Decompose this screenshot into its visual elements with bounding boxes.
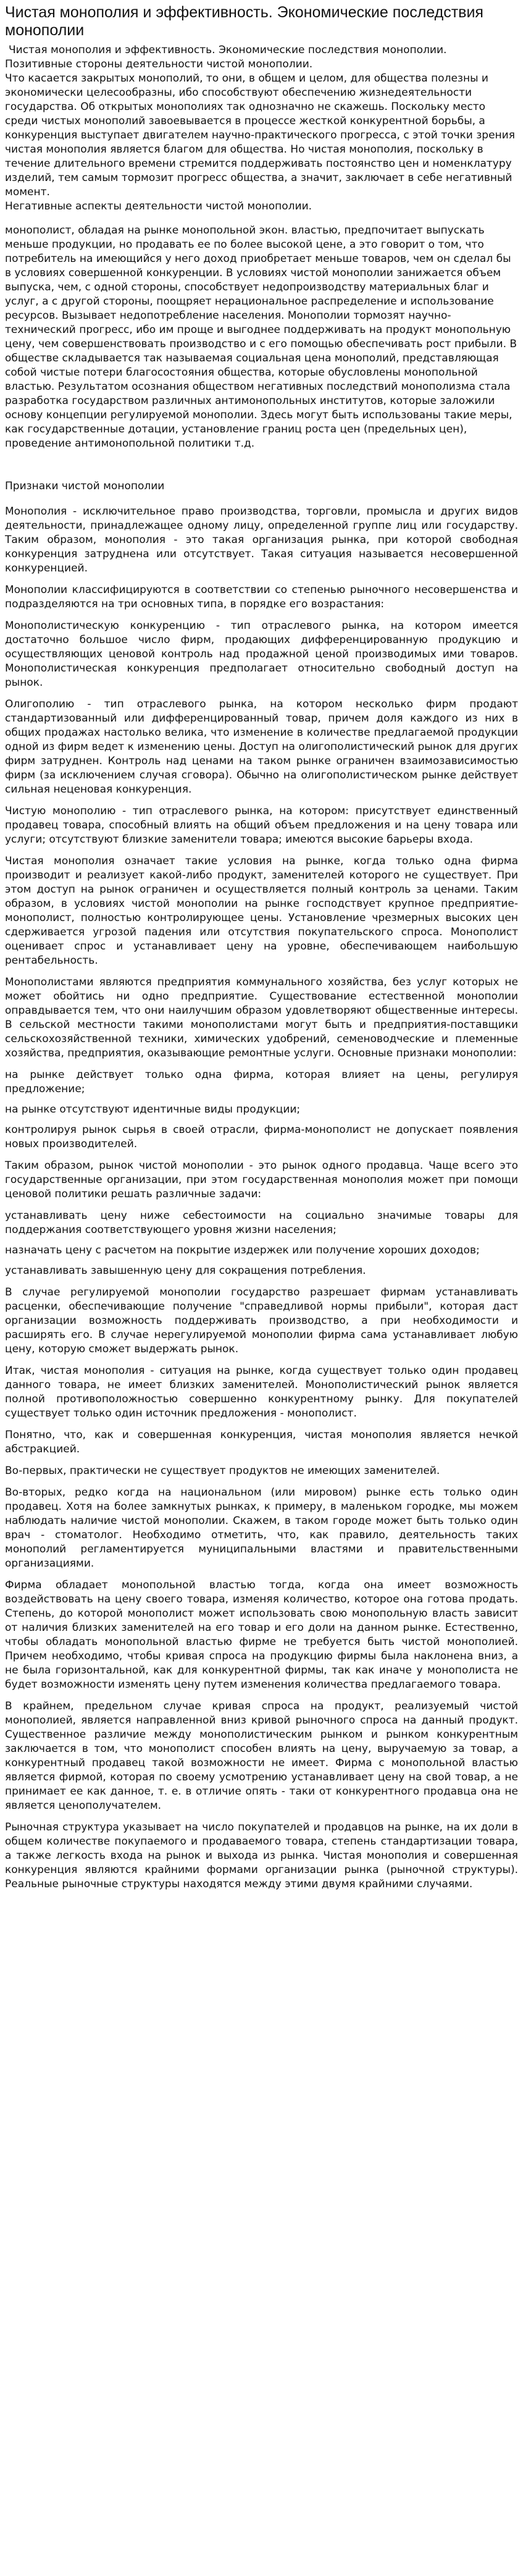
article-title: Чистая монополия и эффективность. Экономические последствия монополии xyxy=(5,4,483,39)
main-paragraph: монополист, обладая на рынке монопольной экон. властью, предпочитает выпускать меньше продукции, но продавать ее по более высокой цене, а это говорит о том, что потребитель на имеющийся у него доход приобретает меньше товаров, чем он сделал бы в условиях совершенной конкуренции. В условиях чистой монополии занижается объем выпуска, чем, с одной стороны, способствует недопроизводству материальных благ и услуг, а с другой стороны, поощряет нерациональное распределение и использование ресурсов. Вызывает недопотребление населения. Монополии тормозят научно-технический прогресс, ибо им проще и выгоднее поддерживать на продукт монопольную цену, чем совершенствовать производство и с его помощью обеспечивать рост прибыли. В обществе складывается так называемая социальная цена монополий, представляющая собой чистые потери благосостояния общества, которые обусловлены монопольной властью. Результатом осознания обществом негативных последствий монополизма стала разработка государством различных антимонопольных институтов, которые заложили основу концепции регулируемой монополии. Здесь могут быть использованы такие меры, как государственные дотации, установление границ роста цен (предельных цен), проведение антимонопольной политики т.д. xyxy=(5,224,517,450)
paragraph: Монополии классифицируются в соответствии со степенью рыночного несовершенства и подразделяются на три основных типа, в порядке его возрастания: xyxy=(5,584,518,610)
paragraph: В крайнем, предельном случае кривая спроса на продукт, реализуемый чистой монополией, является направленной вниз кривой рыночного спроса на данный продукт. Существенное различие между монополистическим рынком и рынком конкурентным заключается в том, что монополист способен влиять на цену, выручаемую за товар, а конкурентный продавец такой возможности не имеет. Фирма с монопольной властью является фирмой, которая по своему усмотрению устанавливает цену на свой товар, а не принимает ее как данное, т. е. в отличие опять - таки от конкурентного продавца она не является ценополучателем. xyxy=(5,1700,518,1812)
paragraph: Чистую монополию - тип отраслевого рынка, на котором: присутствует единственный продавец товара, способный влиять на общий объем предложения и на цену товара или услуги; отсутствуют близкие заменители товара; имеются высокие барьеры входа. xyxy=(5,805,518,846)
paragraph: Рыночная структура указывает на число покупателей и продавцов на рынке, на их доли в общем количестве покупаемого и продаваемого товара, степень стандартизации товара, а также легкость входа на рынок и выхода из рынка. Чистая монополия и совершенная конкуренция являются крайними формами организации рынка (рыночной структуры). Реальные рыночные структуры находятся между этими двумя крайними случаями. xyxy=(5,1821,518,1890)
intro-line: Чистая монополия и эффективность. Экономические последствия монополии. xyxy=(9,44,447,56)
paragraph: Олигополию - тип отраслевого рынка, на котором несколько фирм продают стандартизованный или дифференцированный товар, причем доля каждого из них в общих продажах настолько велика, что изменение в количестве предлагаемой продукции одной из фирм ведет к изменению цены. Доступ на олигополистический рынок для других фирм затруднен. Контроль над ценами на таком рынке ограничен взаимозависимостью фирм (за исключением случая сговора). Обычно на олигополистическом рынке действует сильная неценовая конкуренция. xyxy=(5,698,518,796)
paragraph: Монополистами являются предприятия коммунального хозяйства, без услуг которых не может обойтись ни одно предприятие. Существование естественной монополии оправдывается тем, что они наилучшим образом удовлетворяют общественные интересы. В сельской местности такими монополистами могут быть и предприятия-поставщики сельскохозяйственной техники, химических удобрений, семеноводческие и племенные хозяйства, предприятия, оказывающие ремонтные услуги. Основные признаки монополии: xyxy=(5,976,518,1059)
section-heading: Признаки чистой монополии xyxy=(5,480,165,492)
list-item: контролируя рынок сырья в своей отрасли, фирма-монополист не допускает появления новых производителей. xyxy=(5,1124,518,1150)
list-item: устанавливать цену ниже себестоимости на социально значимые товары для поддержания соответствующего уровня жизни населения; xyxy=(5,1210,518,1236)
paragraph: В случае регулируемой монополии государство разрешает фирмам устанавливать расценки, обеспечивающие получение "справедливой нормы прибыли", которая даст организации возможность поддерживать производство, а при необходимости и расширять его. В случае нерегулируемой монополии фирма сама устанавливает любую цену, которую сможет выдержать рынок. xyxy=(5,1286,518,1355)
intro-line: Негативные аспекты деятельности чистой монополии. xyxy=(5,200,312,213)
paragraph: Фирма обладает монопольной властью тогда, когда она имеет возможность воздействовать на цену своего товара, изменяя количество, которое она готова продать. Степень, до которой монополист может использовать свою монопольную власть зависит от наличия близких заменителей на его товар и его доли на данном рынке. Естественно, чтобы обладать монопольной властью фирме не требуется быть чистой монополией. Причем необходимо, чтобы кривая спроса на продукцию фирмы была наклонена вниз, а не была горизонтальной, как для конкурентной фирмы, так как иначе у монополиста не будет возможности изменять цену путем изменения количества предлагаемого товара. xyxy=(5,1579,518,1691)
paragraph: Таким образом, рынок чистой монополии - это рынок одного продавца. Чаще всего это государственные организации, при этом государственная монополия может при помощи ценовой политики решать различные задачи: xyxy=(5,1160,518,1200)
list-item: устанавливать завышенную цену для сокращения потребления. xyxy=(5,1265,366,1277)
paragraph: Монополистическую конкуренцию - тип отраслевого рынка, на котором имеется достаточно большое число фирм, продающих дифференцированную продукцию и осуществляющих ценовой контроль над продажной ценой производимых ими товаров. Монополистическая конкуренция предполагает относительно свободный доступ на рынок. xyxy=(5,620,518,689)
intro-line: Позитивные стороны деятельности чистой монополии. xyxy=(5,58,313,70)
paragraph: Во-первых, практически не существует продуктов не имеющих заменителей. xyxy=(5,1465,440,1477)
paragraph: Понятно, что, как и совершенная конкуренция, чистая монополия является нечкой абстракцией. xyxy=(5,1429,518,1455)
paragraph: Монополия - исключительное право производства, торговли, промысла и других видов деятельности, принадлежащее одному лицу, определенной группе лиц или государству. Таким образом, монополия - это такая организация рынка, при которой свободная конкуренция затруднена или отсутствует. Такая ситуация называется несовершенной конкуренцией. xyxy=(5,505,518,575)
list-item: назначать цену с расчетом на покрытие издержек или получение хороших доходов; xyxy=(5,1244,480,1256)
list-item: на рынке действует только одна фирма, которая влияет на цены, регулируя предложение; xyxy=(5,1069,518,1095)
list-item: на рынке отсутствуют идентичные виды продукции; xyxy=(5,1103,301,1116)
intro-block xyxy=(5,43,518,214)
paragraph: Во-вторых, редко когда на национальном (или мировом) рынке есть только один продавец. Хотя на более замкнутых рынках, к примеру, в маленьком городке, мы можем наблюдать наличие чистой монополии. Скажем, в таком городе может быть только один врач - стоматолог. Необходимо отметить, что, как правило, деятельность таких монополий регламентируется муниципальными властями и правительственными организациями. xyxy=(5,1486,518,1570)
paragraph: Итак, чистая монополия - ситуация на рынке, когда существует только один продавец данного товара, не имеет близких заменителей. Монополистический рынок является полной противоположностью совершенно конкурентному рынку. Для покупателей существует только один источник предложения - монополист. xyxy=(5,1365,518,1420)
intro-paragraph: Что касается закрытых монополий, то они, в общем и целом, для общества полезны и экономически целесообразны, ибо способствуют обеспечению жизнедеятельности государства. Об открытых монополиях так однозначно не скажешь. Поскольку место среди чистых монополий завоевывается в процессе жесткой конкурентной борьбы, а конкуренция выступает двигателем научно-практического прогресса, с этой точки зрения чистая монополия является благом для общества. Но чистая монополия, поскольку в течение длительного времени стремится поддерживать постоянство цен и номенклатуру изделий, тем самым тормозит прогресс общества, а значит, заключает в себе негативный момент. xyxy=(5,72,515,198)
paragraph: Чистая монополия означает такие условия на рынке, когда только одна фирма производит и реализует какой-либо продукт, заменителей которого не существует. При этом доступ на рынок ограничен и осуществляется полный контроль за ценами. Таким образом, в условиях чистой монополии на рынке господствует крупное предприятие-монополист, полностью контролирующее цены. Установление чрезмерных высоких цен сдерживается угрозой падения или отсутствия покупательского спроса. Монополист оценивает спрос и устанавливает цену на уровне, обеспечивающем наибольшую рентабельность. xyxy=(5,855,518,967)
